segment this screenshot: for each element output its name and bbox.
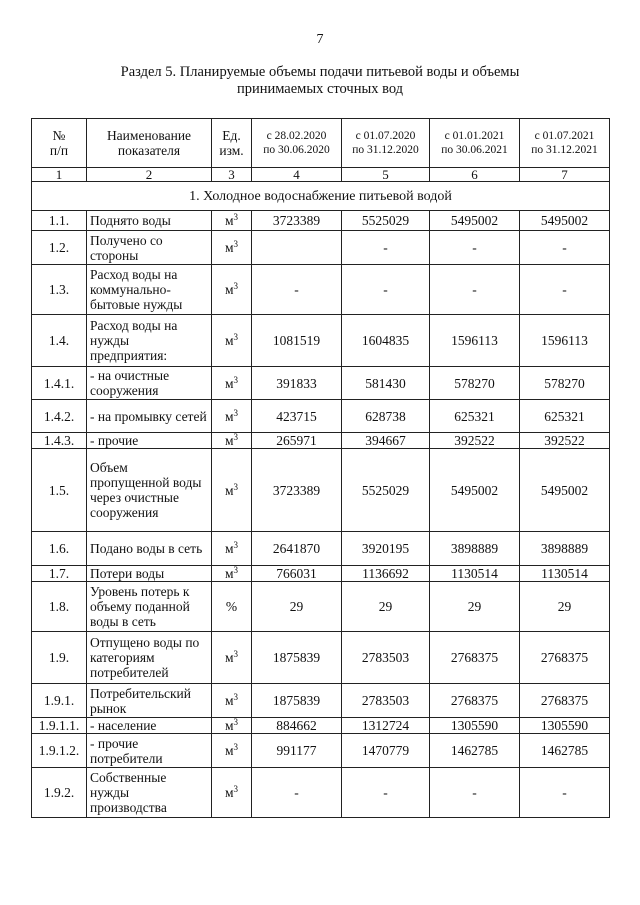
row-indicator-name: Объем пропущенной воды через очистные сооружения bbox=[87, 449, 212, 532]
row-number: 1.2. bbox=[32, 231, 87, 265]
row-indicator-name: Получено со стороны bbox=[87, 231, 212, 265]
row-unit bbox=[212, 211, 252, 231]
row-value-period-2: 394667 bbox=[342, 433, 430, 449]
row-value-period-4: 1130514 bbox=[520, 566, 610, 582]
row-value-period-2: 2783503 bbox=[342, 684, 430, 718]
section-row bbox=[32, 182, 610, 211]
row-value-period-3: - bbox=[430, 265, 520, 315]
row-value-period-4: 3898889 bbox=[520, 532, 610, 566]
unit-base: м bbox=[224, 541, 234, 556]
row-indicator-name: Уровень потерь к объему поданной воды в сеть bbox=[87, 582, 212, 632]
row-value-period-2: 5525029 bbox=[342, 449, 430, 532]
row-value-period-1: 3723389 bbox=[252, 449, 342, 532]
unit-base: м bbox=[224, 482, 234, 498]
unit-exponent: 3 bbox=[233, 481, 239, 492]
row-value-period-1: 3723389 bbox=[252, 211, 342, 231]
row-value-period-4: 1305590 bbox=[520, 718, 610, 734]
unit-base: м bbox=[224, 433, 234, 448]
row-indicator-name: - прочие bbox=[87, 433, 212, 449]
row-unit bbox=[212, 449, 252, 532]
unit-exponent: 3 bbox=[233, 649, 239, 659]
column-number: 1 bbox=[32, 168, 87, 182]
row-value-period-2: 1604835 bbox=[342, 315, 430, 367]
row-value-period-2: 5525029 bbox=[342, 211, 430, 231]
page-number: 7 bbox=[316, 32, 324, 47]
header-num: № п/п bbox=[32, 119, 87, 168]
row-value-period-3: 578270 bbox=[430, 367, 520, 400]
header-unit: Ед. изм. bbox=[212, 119, 252, 168]
row-indicator-name: - прочие потребители bbox=[87, 734, 212, 768]
header-period-2: с 01.07.2020 по 31.12.2020 bbox=[342, 119, 430, 168]
unit-base: м bbox=[224, 650, 234, 665]
section-title-line-1: Раздел 5. Планируемые объемы подачи питьевой воды и объемы bbox=[120, 64, 520, 80]
row-value-period-1: 1081519 bbox=[252, 315, 342, 367]
row-value-period-1: 2641870 bbox=[252, 532, 342, 566]
table-row bbox=[32, 231, 610, 265]
table-row bbox=[32, 265, 610, 315]
table-row bbox=[32, 684, 610, 718]
unit-exponent: 3 bbox=[233, 407, 239, 418]
row-indicator-name: - население bbox=[87, 718, 212, 734]
row-value-period-4: 1596113 bbox=[520, 315, 610, 367]
row-value-period-3: 392522 bbox=[430, 433, 520, 449]
table-row bbox=[32, 566, 610, 582]
row-value-period-2: 628738 bbox=[342, 400, 430, 433]
row-value-period-1: - bbox=[252, 265, 342, 315]
row-value-period-3: 5495002 bbox=[430, 211, 520, 231]
row-unit bbox=[212, 582, 252, 632]
unit-base: м bbox=[224, 333, 234, 348]
table-row bbox=[32, 400, 610, 433]
unit-exponent: 3 bbox=[233, 332, 239, 342]
row-unit bbox=[212, 315, 252, 367]
volumes-table bbox=[31, 118, 610, 818]
row-indicator-name: Подано воды в сеть bbox=[87, 532, 212, 566]
row-value-period-1: 884662 bbox=[252, 718, 342, 734]
row-value-period-2: - bbox=[342, 231, 430, 265]
row-number: 1.9.1. bbox=[32, 684, 87, 718]
header-period-3: с 01.01.2021 по 30.06.2021 bbox=[430, 119, 520, 168]
column-number: 3 bbox=[212, 168, 252, 182]
row-value-period-1: 29 bbox=[252, 582, 342, 632]
row-unit bbox=[212, 433, 252, 449]
row-number: 1.5. bbox=[32, 449, 87, 532]
unit-base: м bbox=[224, 282, 234, 297]
row-value-period-4: 625321 bbox=[520, 400, 610, 433]
row-unit bbox=[212, 532, 252, 566]
column-number-row bbox=[32, 168, 610, 182]
row-value-period-1: 766031 bbox=[252, 566, 342, 582]
row-number: 1.7. bbox=[32, 566, 87, 582]
row-number: 1.1. bbox=[32, 211, 87, 231]
unit-base: м bbox=[224, 566, 234, 581]
header-period-1: с 28.02.2020 по 30.06.2020 bbox=[252, 119, 342, 168]
row-value-period-4: - bbox=[520, 768, 610, 818]
unit-exponent: 3 bbox=[233, 692, 239, 702]
header-period-4: с 01.07.2021 по 31.12.2021 bbox=[520, 119, 610, 168]
row-number: 1.9.2. bbox=[32, 768, 87, 818]
section-title-line-2: принимаемых сточных вод bbox=[236, 81, 404, 97]
row-value-period-4: 2768375 bbox=[520, 632, 610, 684]
row-unit bbox=[212, 734, 252, 768]
row-value-period-1: 265971 bbox=[252, 433, 342, 449]
header-name: Наименование показателя bbox=[87, 119, 212, 168]
row-unit bbox=[212, 231, 252, 265]
row-value-period-1: 423715 bbox=[252, 400, 342, 433]
row-number: 1.4.1. bbox=[32, 367, 87, 400]
row-indicator-name: Собственные нужды производства bbox=[87, 768, 212, 818]
row-unit bbox=[212, 367, 252, 400]
row-indicator-name: Поднято воды bbox=[87, 211, 212, 231]
unit-base: м bbox=[224, 213, 234, 228]
unit-exponent: 3 bbox=[233, 239, 239, 249]
row-number: 1.8. bbox=[32, 582, 87, 632]
row-value-period-3: 1596113 bbox=[430, 315, 520, 367]
row-unit bbox=[212, 265, 252, 315]
section-title bbox=[60, 64, 580, 98]
row-value-period-4: 5495002 bbox=[520, 211, 610, 231]
row-number: 1.4.2. bbox=[32, 400, 87, 433]
column-number: 2 bbox=[87, 168, 212, 182]
unit-base: м bbox=[224, 718, 234, 733]
unit-exponent: 3 bbox=[233, 540, 239, 550]
unit-exponent: 3 bbox=[233, 742, 239, 752]
row-value-period-4: 2768375 bbox=[520, 684, 610, 718]
row-value-period-3: 5495002 bbox=[430, 449, 520, 532]
row-value-period-3: 2768375 bbox=[430, 632, 520, 684]
row-unit bbox=[212, 400, 252, 433]
row-value-period-1: 1875839 bbox=[252, 632, 342, 684]
row-value-period-2: 3920195 bbox=[342, 532, 430, 566]
table-row bbox=[32, 632, 610, 684]
table-row bbox=[32, 768, 610, 818]
row-value-period-3: 3898889 bbox=[430, 532, 520, 566]
unit-base: м bbox=[224, 408, 234, 424]
row-number: 1.4. bbox=[32, 315, 87, 367]
row-unit bbox=[212, 632, 252, 684]
row-value-period-4: - bbox=[520, 231, 610, 265]
row-value-period-3: 625321 bbox=[430, 400, 520, 433]
row-value-period-1: 1875839 bbox=[252, 684, 342, 718]
row-value-period-2: 29 bbox=[342, 582, 430, 632]
unit-base: м bbox=[224, 240, 234, 255]
column-number: 7 bbox=[520, 168, 610, 182]
row-value-period-1: 991177 bbox=[252, 734, 342, 768]
unit-exponent: 3 bbox=[233, 281, 239, 291]
row-value-period-1: 391833 bbox=[252, 367, 342, 400]
row-value-period-4: - bbox=[520, 265, 610, 315]
row-unit bbox=[212, 566, 252, 582]
row-value-period-2: - bbox=[342, 265, 430, 315]
unit-exponent: 3 bbox=[233, 374, 239, 385]
row-number: 1.9.1.2. bbox=[32, 734, 87, 768]
unit-exponent: 3 bbox=[233, 717, 239, 727]
row-indicator-name: Отпущено воды по категориям потребителей bbox=[87, 632, 212, 684]
unit-base: м bbox=[224, 785, 234, 800]
unit-base: м bbox=[224, 743, 234, 758]
row-indicator-name: Потери воды bbox=[87, 566, 212, 582]
section-row-label: 1. Холодное водоснабжение питьевой водой bbox=[32, 182, 610, 211]
row-value-period-4: 578270 bbox=[520, 367, 610, 400]
row-value-period-2: 1312724 bbox=[342, 718, 430, 734]
row-value-period-4: 392522 bbox=[520, 433, 610, 449]
unit-base: м bbox=[224, 693, 234, 708]
row-value-period-3: 1130514 bbox=[430, 566, 520, 582]
table-row bbox=[32, 734, 610, 768]
row-value-period-4: 1462785 bbox=[520, 734, 610, 768]
unit-exponent: 3 bbox=[233, 565, 239, 575]
table-row bbox=[32, 582, 610, 632]
unit-exponent: 3 bbox=[233, 784, 239, 794]
row-unit bbox=[212, 718, 252, 734]
row-value-period-1 bbox=[252, 231, 342, 265]
row-indicator-name: Расход воды на коммунально-бытовые нужды bbox=[87, 265, 212, 315]
row-value-period-2: 2783503 bbox=[342, 632, 430, 684]
row-value-period-3: 1462785 bbox=[430, 734, 520, 768]
row-unit bbox=[212, 684, 252, 718]
row-value-period-2: 1470779 bbox=[342, 734, 430, 768]
row-number: 1.6. bbox=[32, 532, 87, 566]
row-indicator-name: - на очистные сооружения bbox=[87, 367, 212, 400]
table-row bbox=[32, 367, 610, 400]
row-indicator-name: Расход воды на нужды предприятия: bbox=[87, 315, 212, 367]
table-row bbox=[32, 718, 610, 734]
row-value-period-2: - bbox=[342, 768, 430, 818]
row-value-period-1: - bbox=[252, 768, 342, 818]
row-value-period-3: - bbox=[430, 231, 520, 265]
row-value-period-4: 5495002 bbox=[520, 449, 610, 532]
table-row bbox=[32, 433, 610, 449]
row-number: 1.9.1.1. bbox=[32, 718, 87, 734]
row-number: 1.3. bbox=[32, 265, 87, 315]
table-row bbox=[32, 211, 610, 231]
column-number: 6 bbox=[430, 168, 520, 182]
row-number: 1.4.3. bbox=[32, 433, 87, 449]
row-number: 1.9. bbox=[32, 632, 87, 684]
row-value-period-3: 29 bbox=[430, 582, 520, 632]
row-value-period-4: 29 bbox=[520, 582, 610, 632]
row-value-period-2: 1136692 bbox=[342, 566, 430, 582]
unit-exponent: 3 bbox=[233, 212, 239, 222]
row-value-period-2: 581430 bbox=[342, 367, 430, 400]
row-indicator-name: - на промывку сетей bbox=[87, 400, 212, 433]
column-number: 5 bbox=[342, 168, 430, 182]
row-value-period-3: 1305590 bbox=[430, 718, 520, 734]
header-row bbox=[32, 119, 610, 168]
unit-exponent: 3 bbox=[233, 432, 239, 442]
row-indicator-name: Потребительский рынок bbox=[87, 684, 212, 718]
row-unit bbox=[212, 768, 252, 818]
unit-base: м bbox=[224, 375, 234, 391]
row-value-period-3: 2768375 bbox=[430, 684, 520, 718]
table-row bbox=[32, 532, 610, 566]
table-row bbox=[32, 449, 610, 532]
row-value-period-3: - bbox=[430, 768, 520, 818]
table-row bbox=[32, 315, 610, 367]
unit-base: % bbox=[225, 599, 238, 614]
column-number: 4 bbox=[252, 168, 342, 182]
